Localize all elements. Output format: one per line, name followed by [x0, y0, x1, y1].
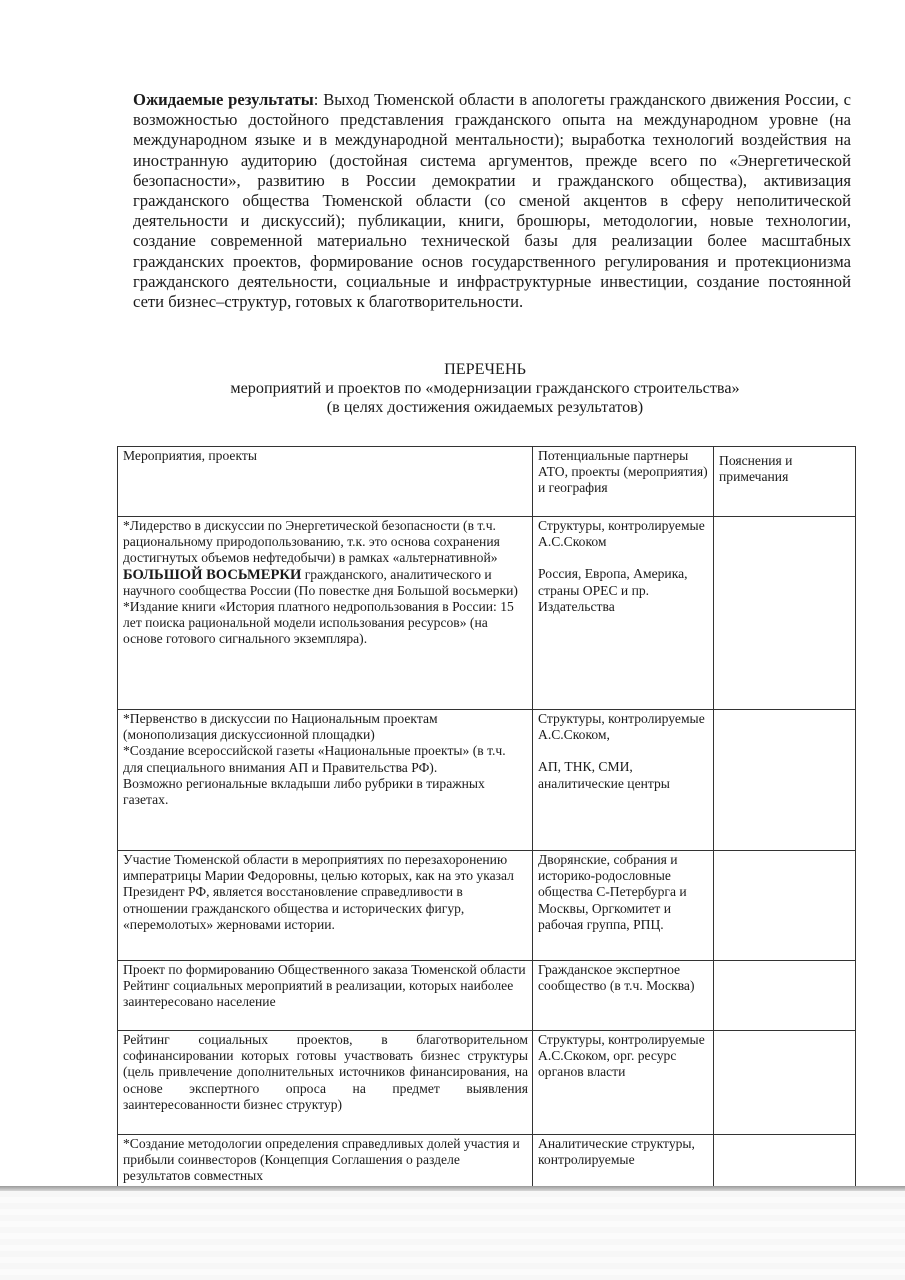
row2-partners-text2: АП, ТНК, СМИ, аналитические центры: [538, 759, 670, 791]
list-subtitle: мероприятий и проектов по «модернизации гражданского строительства»: [230, 379, 740, 397]
expected-results-colon: :: [313, 90, 319, 109]
row4-events-text2: Рейтинг социальных мероприятий в реализации, которых наиболее заинтересовано население: [123, 978, 514, 1010]
row5-events: Рейтинг социальных проектов, в благотворительном софинансировании которых готовы участвовать бизнес структуры (цель привлечение дополнительных источников финансирования, на основе экспертного опроса на предмет выявления заинтересованности бизнес структур): [118, 1031, 533, 1135]
table-row: [118, 710, 856, 851]
row2-notes: [714, 710, 856, 851]
row1-partners-gap: [538, 550, 709, 566]
row3-events: Участие Тюменской области в мероприятиях по перезахоронению императрицы Марии Федоровны, целью которых, как на это указал Президент РФ, является восстановление справедливости в отношении гражданского общества и исторических фигур, «перемолотых» жерновами истории.: [118, 851, 533, 961]
row6-partners: Аналитические структуры, контролируемые: [533, 1135, 714, 1191]
expected-results-text: Выход Тюменской области в апологеты гражданского движения России, с возможностью достойного представления гражданского опыта на международном уровне (на международном языке и в международной ментальности); выработка технологий воздействия на иностранную аудиторию (достойная система аргументов, прежде всего по «Энергетической безопасности», развитию в России демократии и гражданского общества), активизация гражданского общества Тюменской области (со сменой акцентов в сферу неполитической деятельности и дискуссий); публикации, книги, брошюры, методологии, новые технологии, создание современной материально технической базы для реализации более масштабных гражданских проектов, формирование основ государственного регулирования и протекционизма гражданского деятельности, социальные и инфраструктурные инвестиции, создание постоянной сети бизнес–структур, готовых к благотворительности.: [133, 90, 851, 312]
row1-partners-text2: Россия, Европа, Америка, страны ОРЕС и пр.: [538, 566, 688, 598]
list-title: ПЕРЕЧЕНЬ: [444, 360, 526, 378]
row1-events-text2: гражданского, аналитического и научного сообщества России (По повестке дня Большой восьмерки): [123, 566, 518, 598]
table-row: [118, 1031, 856, 1135]
header-events: Мероприятия, проекты: [118, 447, 533, 517]
row1-notes: [714, 517, 856, 710]
row4-events: [118, 961, 533, 1031]
row4-events-text1: Проект по формированию Общественного заказа Тюменской области: [123, 962, 526, 977]
row2-events: [118, 710, 533, 851]
row1-partners-text3: Издательства: [538, 598, 615, 614]
table-header-row: [118, 447, 856, 517]
expected-results-paragraph: [133, 90, 851, 312]
list-heading: [150, 360, 820, 417]
table-row: [118, 1135, 856, 1191]
row6-notes: [714, 1135, 856, 1191]
row3-partners: Дворянские, собрания и историко-родословные общества С-Петербурга и Москвы, Оргкомитет и рабочая группа, РПЦ.: [533, 851, 714, 961]
row2-events-text2: *Создание всероссийской газеты «Национальные проекты» (в т.ч. для специального внимания АП и Правительства РФ).: [123, 743, 506, 775]
row1-events: [118, 517, 533, 710]
header-partners: Потенциальные партнеры АТО, проекты (мероприятия) и география: [533, 447, 714, 517]
table-row: [118, 517, 856, 710]
row4-notes: [714, 961, 856, 1031]
row1-events-text1: *Лидерство в дискуссии по Энергетической безопасности (в т.ч. рациональному природопользованию, т.к. это основа сохранения достигнутых объемов нефтедобычи) в рамках «альтернативной»: [123, 518, 500, 566]
row2-events-text1: *Первенство в дискуссии по Национальным проектам (монополизация дискуссионной площадки): [123, 711, 438, 743]
row1-partners: [533, 517, 714, 710]
scan-bottom-area: [0, 1191, 905, 1280]
row6-events: *Создание методологии определения справедливых долей участия и прибыли соинвесторов (Концепция Соглашения о разделе результатов совместных: [118, 1135, 533, 1191]
row1-events-bold: БОЛЬШОЙ ВОСЬМЕРКИ: [123, 566, 302, 583]
row2-partners-text1: Структуры, контролируемые А.С.Скоком,: [538, 711, 705, 743]
table-row: [118, 851, 856, 961]
expected-results-label: Ожидаемые результаты: [133, 90, 314, 109]
header-notes: [714, 447, 856, 517]
row1-events-text3: *Издание книги «История платного недропользования в России: 15 лет поиска рациональной модели использования ресурсов» (на основе готового сигнального экземпляра).: [123, 599, 514, 647]
row1-partners-text1: Структуры, контролируемые А.С.Скоком: [538, 518, 705, 550]
row4-partners: Гражданское экспертное сообщество (в т.ч. Москва): [533, 961, 714, 1031]
events-table: [117, 446, 856, 1191]
row3-notes: [714, 851, 856, 961]
row5-partners: Структуры, контролируемые А.С.Скоком, орг. ресурс органов власти: [533, 1031, 714, 1135]
row2-events-text3: Возможно региональные вкладыши либо рубрики в тиражных газетах.: [123, 775, 485, 808]
header-notes-text: Пояснения и примечания: [719, 453, 793, 485]
list-subtitle-purpose: (в целях достижения ожидаемых результатов): [326, 398, 644, 416]
row2-partners-gap: [538, 743, 709, 759]
row2-partners: [533, 710, 714, 851]
row5-notes: [714, 1031, 856, 1135]
table-row: [118, 961, 856, 1031]
